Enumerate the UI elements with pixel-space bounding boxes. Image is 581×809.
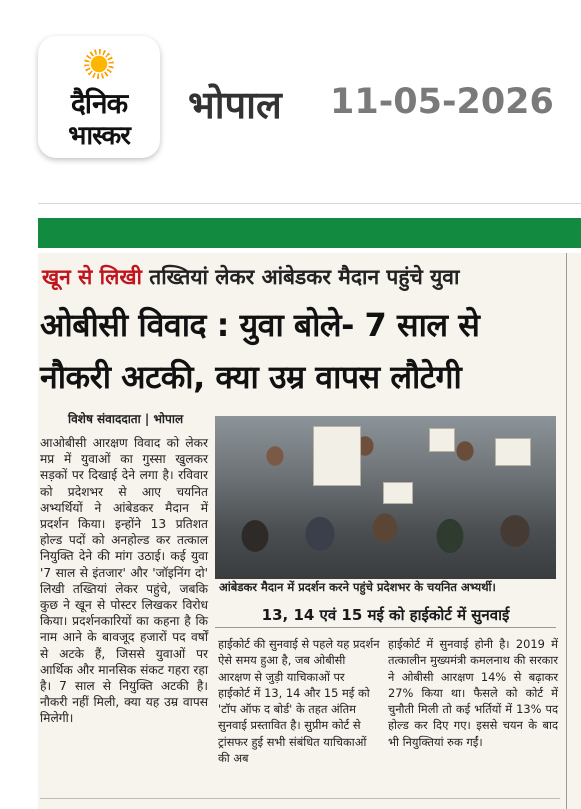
kicker-text: तख्तियां लेकर आंबेडकर मैदान पहुंचे युवा [141,265,460,289]
placard-image [495,438,531,466]
article-byline: विशेष संवाददाता | भोपाल [68,412,184,426]
headline-line-2: नौकरी अटकी, क्या उम्र वापस लौटेगी [40,358,462,396]
column-1-text: आओबीसी आरक्षण विवाद को लेकर मप्र में युवाओं का गुस्सा खुलकर सड़कों पर दिखाई देने लगा है। रविवार को प्रदेशभर से आए चयनित अभ्यर्थियों ने आंबेडकर मैदान में प्रदर्शन किया। इन्होंने 13 प्रतिशत होल्ड पदों को अनहोल्ड कर तत्काल नियुक्ति देने की मांग उठाई। कई युवा '7 साल से इंतजार' और 'जॉइनिंग दो' लिखी तख्तियां लेकर पहुंचे, जबकि कुछ ने खून से पोस्टर लिखकर विरोध किया। प्रदर्शनकारियों का कहना है कि नाम आने के बावजूद हजारों पद वर्षों से अटके हैं, जिससे युवाओं पर आर्थिक और मानसिक संकट गहरा रहा है। 7 साल से नियुक्ति अटकी है। नौकरी नहीं मिली, क्या यह उम्र वापस मिलेगी। [40,436,208,726]
dainik-bhaskar-logo[interactable] [38,36,160,158]
article-headline [40,299,565,403]
logo-line-2: भास्कर [68,121,130,151]
subhead-divider [215,627,556,628]
article-subhead: 13, 14 एवं 15 मई को हाईकोर्ट में सुनवाई [261,606,510,624]
placard-image [313,426,361,486]
photo-caption: आंबेडकर मैदान में प्रदर्शन करने पहुंचे प्रदेशभर के चयनित अभ्यर्थी। [219,580,496,594]
article-column-1 [40,435,208,727]
sun-logo-icon [84,49,114,79]
article-column-2 [218,636,380,766]
article-column-3 [388,636,558,750]
adjacent-column-edge [566,253,581,809]
placard-image [429,428,455,452]
edition-city: भोपाल [188,83,282,127]
headline-line-1: ओबीसी विवाद : युवा बोले- 7 साल से [40,306,480,344]
article-kicker [42,263,562,291]
app-header [0,0,581,205]
logo-line-1: दैनिक [70,87,128,120]
newspaper-clipping[interactable] [38,253,581,809]
green-banner [38,218,581,248]
bottom-divider [40,798,560,799]
header-divider [38,203,581,204]
column-3-text: हाईकोर्ट में सुनवाई होनी है। 2019 में तत्कालीन मुख्यमंत्री कमलनाथ की सरकार ने ओबीसी आरक्षण 14% से बढ़ाकर 27% किया था। फैसले को कोर्ट में चुनौती मिली तो कई भर्तियों में 13% पद होल्ड कर दिए गए। इससे चयन के बाद भी नियुक्तियां रुक गईं। [388,637,558,749]
column-2-text: हाईकोर्ट की सुनवाई से पहले यह प्रदर्शन ऐसे समय हुआ है, जब ओबीसी आरक्षण से जुड़ी याचिकाओं पर हाईकोर्ट में 13, 14 और 15 मई को 'टॉप ऑफ द बोर्ड' के तहत अंतिम सुनवाई प्रस्तावित है। सुप्रीम कोर्ट से ट्रांसफर हुई सभी संबंधित याचिकाओं की अब [218,637,380,766]
protest-photo [215,416,556,579]
kicker-highlight: खून से लिखी [42,265,142,289]
edition-date[interactable]: 11-05-2026 [330,82,554,122]
placard-image [383,482,413,504]
